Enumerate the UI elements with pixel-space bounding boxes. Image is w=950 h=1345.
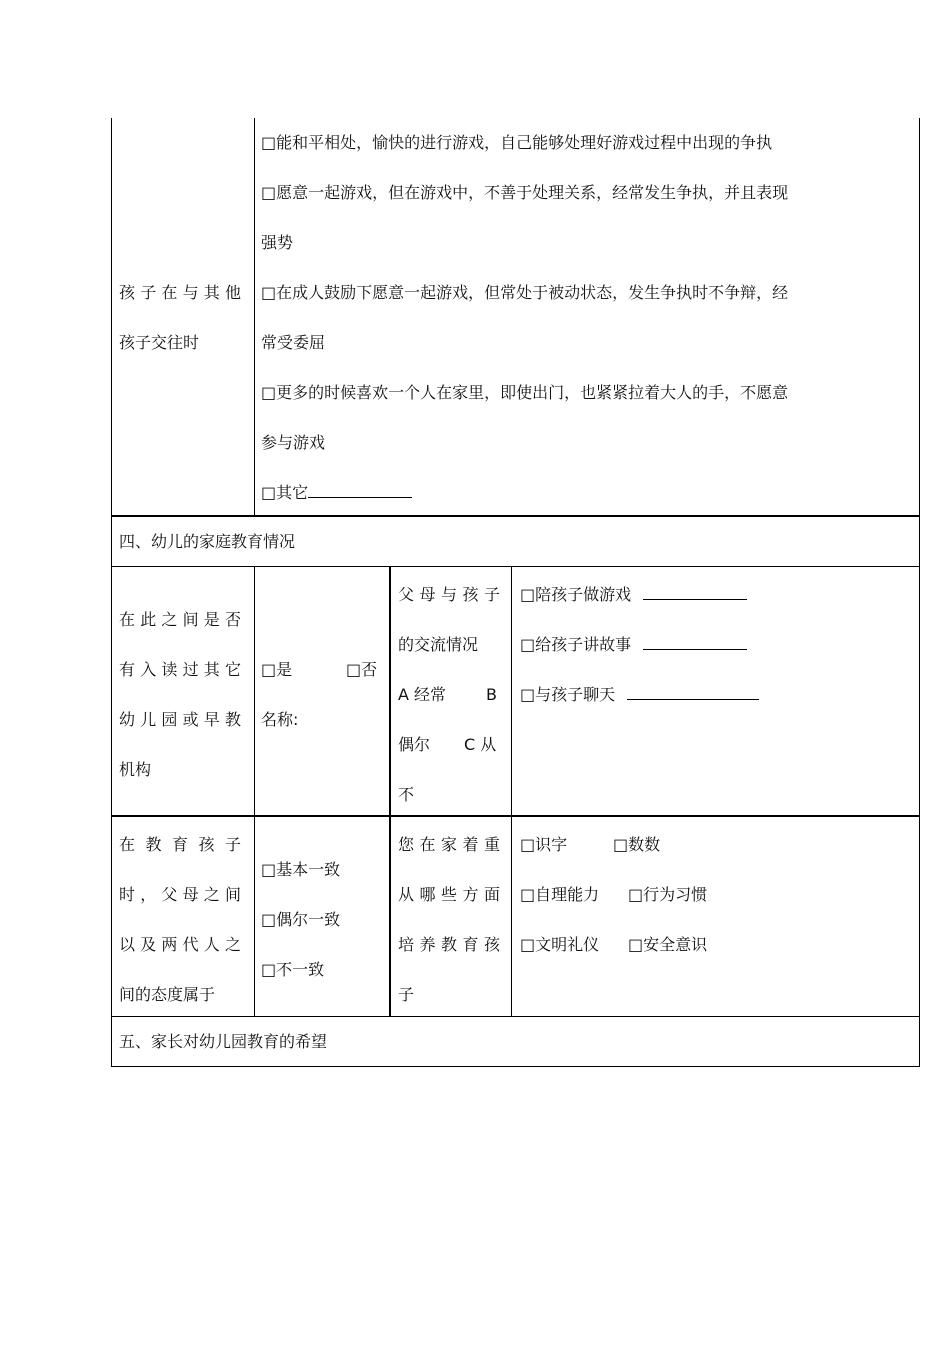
label-line: 有入读过其它	[119, 660, 241, 679]
answer-blank-field[interactable]	[643, 581, 747, 600]
peer-interaction-label-2: 孩子交往时	[119, 333, 200, 352]
peer-option-4-cont: 参与游戏	[261, 433, 326, 452]
peer-option-3-cont: 常受委屈	[261, 333, 326, 352]
label-line: 培养教育孩	[398, 935, 500, 954]
comm-option-chat[interactable]	[520, 670, 759, 720]
communication-label	[398, 570, 500, 620]
section5-title: 五、家长对幼儿园教育的希望	[119, 1032, 328, 1051]
focus-option-counting[interactable]: □数数	[613, 835, 661, 854]
divider	[511, 817, 512, 1017]
communication-label-2: 的交流情况	[398, 635, 479, 654]
peer-option-other-label: □其它	[261, 483, 309, 502]
focus-option-safety[interactable]: □安全意识	[628, 935, 708, 954]
peer-option-2-cont: 强势	[261, 233, 294, 252]
label-line: 幼儿园或早教	[119, 710, 241, 729]
comm-option-story[interactable]	[520, 620, 747, 670]
attitude-label	[119, 820, 241, 970]
focus-label-last: 子	[398, 985, 415, 1004]
prior-school-name-label: 名称:	[261, 710, 299, 729]
peer-interaction-label	[119, 268, 241, 318]
focus-option-literacy[interactable]: □识字	[520, 835, 568, 854]
comm-option-label: □与孩子聊天	[520, 685, 616, 704]
communication-freq-a: A 经常	[398, 685, 447, 704]
focus-option-etiquette[interactable]: □文明礼仪	[520, 935, 600, 954]
focus-option-habits[interactable]: □行为习惯	[628, 885, 708, 904]
prior-school-yes[interactable]: □是	[261, 660, 293, 679]
focus-option-self-care[interactable]: □自理能力	[520, 885, 600, 904]
prior-school-label	[119, 595, 241, 745]
prior-school-label-last: 机构	[119, 760, 152, 779]
label-line: 父母与孩子	[398, 585, 500, 604]
label-line: 孩子在与其他	[119, 283, 241, 302]
communication-freq-b-2: 偶尔	[398, 735, 431, 754]
peer-option-3[interactable]: □在成人鼓励下愿意一起游戏，但常处于被动状态，发生争执时不争辩，经	[261, 283, 789, 302]
section4-title: 四、幼儿的家庭教育情况	[119, 532, 296, 551]
peer-option-1[interactable]: □能和平相处，愉快的进行游戏，自己能够处理好游戏过程中出现的争执	[261, 133, 773, 152]
attitude-label-last: 间的态度属于	[119, 985, 216, 1004]
other-blank-field[interactable]	[308, 479, 412, 498]
focus-label	[398, 820, 500, 970]
communication-freq-c: C 从	[464, 735, 497, 754]
communication-freq-b: B	[486, 685, 497, 704]
communication-freq-c-2: 不	[398, 785, 415, 804]
attitude-option-consistent[interactable]: □基本一致	[261, 860, 341, 879]
attitude-option-inconsistent[interactable]: □不一致	[261, 960, 325, 979]
answer-blank-field[interactable]	[643, 631, 747, 650]
label-line: 在此之间是否	[119, 610, 241, 629]
divider	[389, 817, 391, 1017]
label-line: 您在家着重	[398, 835, 500, 854]
peer-option-4[interactable]: □更多的时候喜欢一个人在家里，即使出门，也紧紧拉着大人的手，不愿意	[261, 383, 789, 402]
divider	[254, 567, 255, 817]
comm-option-label: □给孩子讲故事	[520, 635, 632, 654]
comm-option-label: □陪孩子做游戏	[520, 585, 632, 604]
label-line: 以及两代人之	[119, 935, 241, 954]
answer-blank-field[interactable]	[627, 681, 759, 700]
divider	[254, 118, 255, 517]
label-line: 从哪些方面	[398, 885, 500, 904]
prior-school-no[interactable]: □否	[346, 660, 378, 679]
peer-option-other[interactable]	[261, 468, 412, 518]
divider	[254, 817, 255, 1017]
label-line: 时，父母之间	[119, 885, 241, 904]
attitude-option-sometimes[interactable]: □偶尔一致	[261, 910, 341, 929]
comm-option-play[interactable]	[520, 570, 747, 620]
peer-option-2[interactable]: □愿意一起游戏，但在游戏中，不善于处理关系，经常发生争执，并且表现	[261, 183, 789, 202]
label-line: 在教育孩子	[119, 835, 241, 854]
divider	[389, 567, 391, 817]
divider	[511, 567, 512, 817]
